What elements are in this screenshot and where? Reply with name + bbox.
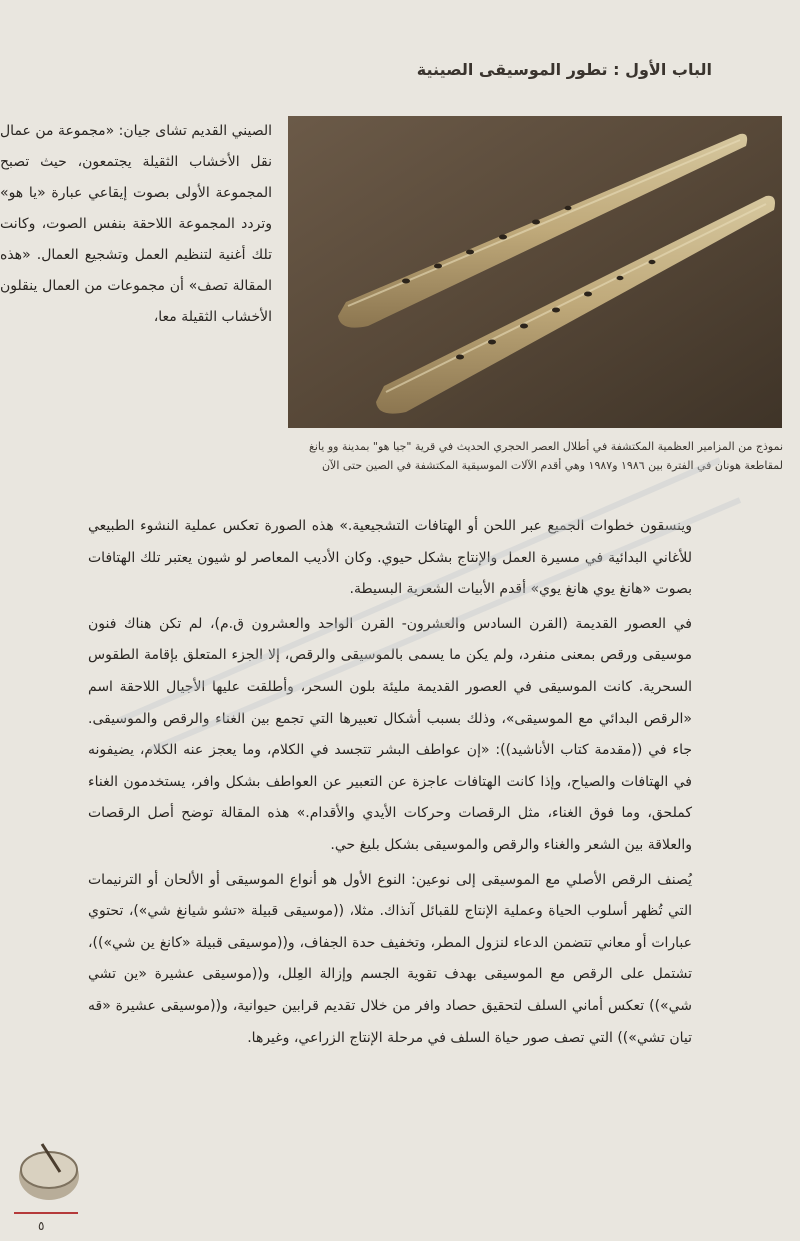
page-number: ٥ (38, 1219, 45, 1233)
body-paragraph-3: يُصنف الرقص الأصلي مع الموسيقى إلى نوعين: النوع الأول هو أنواع الموسيقى أو الألحان أو الترنيمات التي تُظهر أسلوب الحياة وعملية الإنتاج للقبائل آنذاك. مثلا، ((موسيقى قبيلة «تشو شيانغ شي»)، تحتوي عبارات أو معاني تتضمن الدعاء لنزول المطر، وتخفيف حدة الجفاف، و((موسيقى قبيلة «كانغ ين شي»))، تشتمل على الرقص مع الموسيقى بهدف تقوية الجسم وإزالة العِلل، و((موسيقى عشيرة «ين تشي شي»)) تعكس أماني السلف لتحقيق حصاد وافر من خلال تقديم قرابين حيوانية، و((موسيقى عشيرة «قه تيان تشي»)) التي تصف صور حياة السلف في مرحلة الإنتاج الزراعي، وغيرها. (88, 871, 692, 1046)
flutes-illustration (288, 116, 782, 428)
side-column-paragraph: الصيني القديم تشاى جيان: «مجموعة من عمال نقل الأخشاب الثقيلة يجتمعون، حيث تصبح المجموعة الأولى بصوت إيقاعي عبارة «يا هو» وتردد المجموعة اللاحقة بنفس الصوت، وكانت تلك أغنية لتنظيم العمل وتشجيع العمال. «هذه المقالة تصف» أن مجموعات من العمال ينقلون الأخشاب الثقيلة معا، (0, 123, 272, 325)
bone-flutes-photo (288, 116, 782, 428)
side-column-text (0, 116, 272, 333)
body-paragraph-2: في العصور القديمة (القرن السادس والعشرون- القرن الواحد والعشرون ق.م)، لم تكن هناك فنون موسيقى ورقص بمعنى منفرد، ولم يكن ما يسمى بالموسيقى والرقص، إلا الجزء المتعلق بإقامة الطقوس السحرية. كانت الموسيقى في العصور القديمة مليئة بلون السحر، وأطلقت عليها الأجيال اللاحقة اسم «الرقص البدائي مع الموسيقى»، وذلك بسبب أشكال تعبيرها التي تجمع بين الغناء والرقص والموسيقى. جاء في ((مقدمة كتاب الأناشيد)): «إن عواطف البشر تتجسد في الكلام، وما يعجز عنه الكلام، يضيفونه في الهتافات والصياح، وإذا كانت الهتافات عاجزة عن التعبير عن العواطف بشكل وافر، يستخدمون الغناء كملحق، وما فوق الغناء، مثل الرقصات وحركات الأيدي والأقدام.» هذه المقالة توضح أصل الرقصات والعلاقة بين الشعر والغناء والرقص والموسيقى بشكل بليغ حي. (88, 615, 692, 853)
page-accent-line (14, 1212, 78, 1214)
drum-icon (14, 1136, 84, 1206)
photo-caption: نموذج من المزامير العظمية المكتشفة في أطلال العصر الحجري الحديث في قرية "جيا هو" بمدينة وو يانغ لمقاطعة هونان في الفترة بين ١٩٨٦ و١٩٨٧ وهي أقدم الآلات الموسيقية المكتشفة في الصين حتى الآن (309, 440, 783, 472)
body-paragraph-1: وينسقون خطوات الجميع عبر اللحن أو الهتافات التشجيعية.» هذه الصورة تعكس عملية النشوء الطبيعي للأغاني البدائية في مسيرة العمل والإنتاج بشكل حيوي. وكان الأديب المعاصر لو شيون يعتبر تلك الهتافات بصوت «هانغ يوي هانغ يوي» أقدم الأبيات الشعرية البسيطة. (88, 518, 692, 598)
main-body-text (88, 511, 692, 1054)
chapter-header: الباب الأول : تطور الموسيقى الصينية (416, 60, 712, 79)
